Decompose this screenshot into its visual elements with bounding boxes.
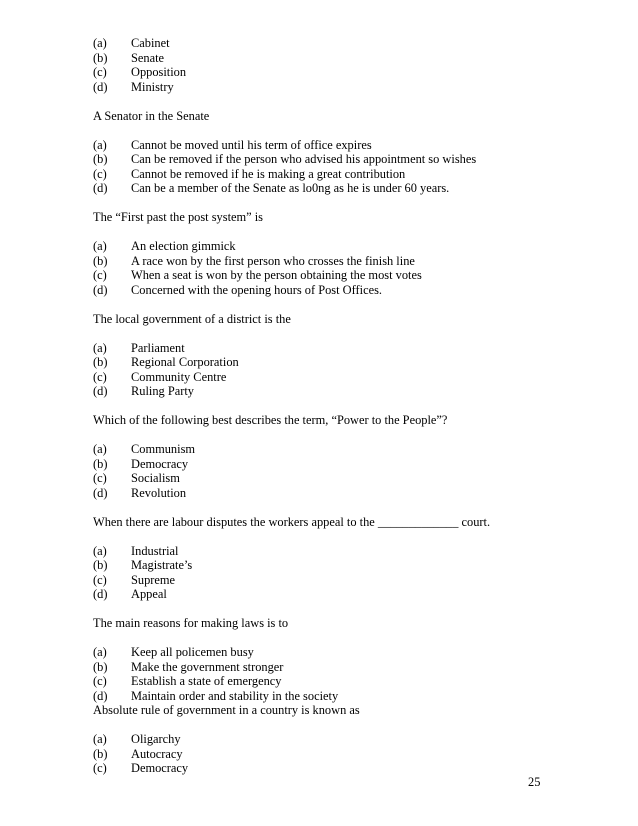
option-letter: (c) xyxy=(93,166,107,181)
option-text: Community Centre xyxy=(131,369,227,384)
answer-option xyxy=(93,674,563,689)
option-letter: (b) xyxy=(93,659,108,674)
option-text: Keep all policemen busy xyxy=(131,645,254,659)
question-block xyxy=(93,109,563,196)
answer-option xyxy=(93,471,563,486)
option-text: Revolution xyxy=(131,485,187,500)
option-letter: (a) xyxy=(93,36,107,50)
option-letter: (b) xyxy=(93,456,108,471)
answer-option xyxy=(93,645,563,660)
option-letter: (a) xyxy=(93,442,107,456)
option-text: Establish a state of emergency xyxy=(131,674,282,688)
answer-option xyxy=(93,573,563,588)
page-number: 25 xyxy=(528,775,541,789)
question-text: The main reasons for making laws is to xyxy=(93,616,289,630)
option-letter: (c) xyxy=(93,572,107,587)
question-text: Which of the following best describes the term, “Power to the People”? xyxy=(93,413,448,427)
option-text: Cannot be removed if he is making a great contribution xyxy=(131,166,406,181)
option-text: Cannot be moved until his term of office expires xyxy=(131,137,372,152)
option-text: Opposition xyxy=(131,65,187,79)
option-letter: (c) xyxy=(93,268,107,282)
answer-option xyxy=(93,239,563,254)
answer-option xyxy=(93,152,563,167)
option-letter: (b) xyxy=(93,355,108,369)
answer-option xyxy=(93,689,563,704)
option-text: Communism xyxy=(131,442,196,456)
option-text: Socialism xyxy=(131,471,180,485)
answer-option xyxy=(93,268,563,283)
option-letter: (c) xyxy=(93,369,107,384)
option-letter: (b) xyxy=(93,253,108,268)
option-text: Democracy xyxy=(131,761,189,775)
question-block xyxy=(93,210,563,297)
answer-option xyxy=(93,587,563,602)
option-letter: (b) xyxy=(93,152,108,166)
answer-option xyxy=(93,732,563,747)
option-text: An election gimmick xyxy=(131,239,236,253)
answer-option xyxy=(93,486,563,501)
question-text: Absolute rule of government in a country is known as xyxy=(93,703,360,717)
option-text: Make the government stronger xyxy=(131,659,284,674)
option-letter: (c) xyxy=(93,65,107,79)
option-letter: (a) xyxy=(93,645,107,659)
option-text: Appeal xyxy=(131,587,167,601)
option-letter: (d) xyxy=(93,79,108,94)
option-text: Industrial xyxy=(131,543,179,558)
question-text: The local government of a district is the xyxy=(93,311,291,326)
option-text: Autocracy xyxy=(131,746,183,761)
option-text: Can be a member of the Senate as lo0ng as he is under 60 years. xyxy=(131,181,450,195)
answer-option xyxy=(93,558,563,573)
question-block xyxy=(93,703,563,776)
question-text: When there are labour disputes the workers appeal to the _____________ court. xyxy=(93,514,491,529)
option-text: Democracy xyxy=(131,456,189,471)
option-letter: (d) xyxy=(93,384,108,398)
option-text: Senate xyxy=(131,50,165,65)
option-text: Oligarchy xyxy=(131,732,181,746)
option-text: Maintain order and stability in the society xyxy=(131,688,339,703)
answer-option xyxy=(93,283,563,298)
option-letter: (b) xyxy=(93,558,108,572)
option-letter: (b) xyxy=(93,746,108,761)
answer-option xyxy=(93,544,563,559)
answer-option xyxy=(93,370,563,385)
option-text: Can be removed if the person who advised his appointment so wishes xyxy=(131,152,477,166)
question-block xyxy=(93,36,563,94)
option-letter: (a) xyxy=(93,543,107,558)
option-letter: (d) xyxy=(93,587,108,601)
option-text: Parliament xyxy=(131,340,185,355)
option-letter: (a) xyxy=(93,137,107,152)
answer-option xyxy=(93,65,563,80)
option-letter: (d) xyxy=(93,485,108,500)
answer-option xyxy=(93,761,563,776)
option-letter: (a) xyxy=(93,239,107,253)
answer-option xyxy=(93,51,563,66)
option-text: Regional Corporation xyxy=(131,355,239,369)
option-letter: (a) xyxy=(93,732,107,746)
answer-option xyxy=(93,457,563,472)
answer-option xyxy=(93,254,563,269)
answer-option xyxy=(93,747,563,762)
option-text: Supreme xyxy=(131,572,176,587)
option-text: Cabinet xyxy=(131,36,170,50)
answer-option xyxy=(93,341,563,356)
option-letter: (c) xyxy=(93,471,107,485)
option-letter: (b) xyxy=(93,50,108,65)
option-text: Concerned with the opening hours of Post Offices. xyxy=(131,282,382,297)
option-letter: (d) xyxy=(93,181,108,195)
option-letter: (c) xyxy=(93,761,107,775)
answer-option xyxy=(93,181,563,196)
question-block xyxy=(93,312,563,399)
answer-option xyxy=(93,442,563,457)
question-block xyxy=(93,413,563,500)
option-text: When a seat is won by the person obtaining the most votes xyxy=(131,268,422,282)
question-block xyxy=(93,515,563,602)
option-text: Ruling Party xyxy=(131,384,194,398)
answer-option xyxy=(93,167,563,182)
question-block xyxy=(93,616,563,703)
option-letter: (c) xyxy=(93,674,107,688)
question-text: The “First past the post system” is xyxy=(93,210,264,224)
option-letter: (d) xyxy=(93,688,108,703)
option-letter: (d) xyxy=(93,282,108,297)
option-letter: (a) xyxy=(93,340,107,355)
answer-option xyxy=(93,660,563,675)
answer-option xyxy=(93,138,563,153)
option-text: Magistrate’s xyxy=(131,558,193,572)
answer-option xyxy=(93,355,563,370)
option-text: A race won by the first person who crosses the finish line xyxy=(131,253,415,268)
answer-option xyxy=(93,36,563,51)
option-text: Ministry xyxy=(131,79,174,94)
document-body xyxy=(93,36,563,776)
answer-option xyxy=(93,384,563,399)
question-text: A Senator in the Senate xyxy=(93,108,210,123)
answer-option xyxy=(93,80,563,95)
